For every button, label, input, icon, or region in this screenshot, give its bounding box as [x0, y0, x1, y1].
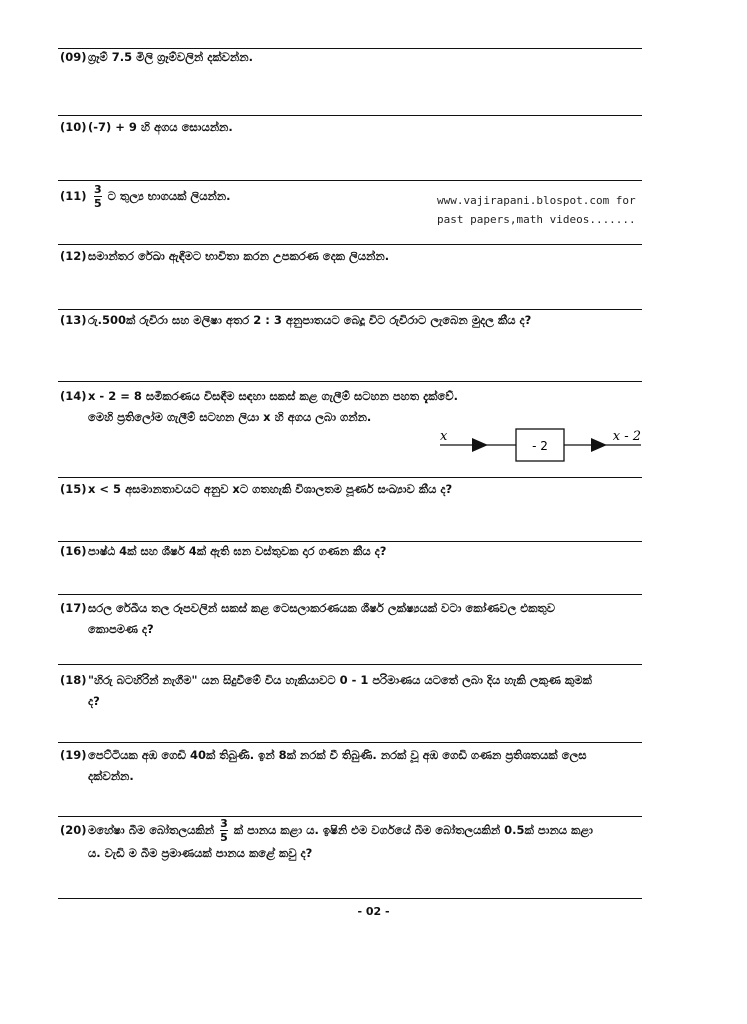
question-text: සරල රේඛීය තල රූපවලින් සකස් කළ ටෙසලාකරණයක ශීර්ෂ ලක්ෂ්‍යයක් වටා කෝණවල එකතුව	[88, 601, 556, 615]
question-text: පාෂ්ඨ 4ක් සහ ශීර්ෂ 4ක් ඇති ඝන වස්තුවක දාර ගණන කීය ද?	[88, 544, 387, 558]
question-text: ට තුල්‍ය භාගයක් ලියන්න.	[107, 189, 231, 203]
answer-line	[58, 180, 642, 181]
diagram-input-label: x	[440, 429, 448, 444]
question-text: (-7) + 9 හි අගය සොයන්න.	[88, 120, 233, 134]
question-number: (20)	[60, 823, 87, 837]
question-text-continued: දක්වන්න.	[88, 769, 134, 783]
question-number: (10)	[60, 120, 87, 134]
answer-line	[58, 742, 642, 743]
question-10	[60, 117, 647, 138]
question-number: (13)	[60, 313, 87, 327]
question-text: ග්‍රෑම් 7.5 මිලි ග්‍රෑම්වලින් දක්වන්න.	[88, 50, 253, 64]
page-number: - 02 -	[357, 905, 390, 918]
answer-line	[58, 816, 642, 817]
question-number: (12)	[60, 249, 87, 263]
question-text-continued: කොපමණ ද?	[88, 622, 154, 636]
answer-line	[58, 594, 642, 595]
watermark-line-1: www.vajirapani.blospot.com for	[437, 194, 636, 207]
question-text-start: මහේෂා බීම බෝතලයකින්	[88, 823, 215, 837]
question-13	[60, 310, 647, 331]
fraction	[94, 184, 102, 209]
answer-line	[58, 381, 642, 382]
website-watermark	[437, 191, 636, 229]
diagram-operation: - 2	[532, 439, 548, 453]
question-number: (11)	[60, 189, 87, 203]
answer-line	[58, 898, 642, 899]
question-number: (17)	[60, 601, 87, 615]
fraction-numerator: 3	[220, 817, 228, 830]
watermark-line-2: past papers,math videos.......	[437, 213, 636, 226]
fraction	[220, 818, 228, 843]
question-text: රු.500ක් රුවිරා සහ මලිෂා අතර 2 : 3 අනුපාතයට බෙදූ විට රුවිරාට ලැබෙන මුදල කීය ද?	[88, 313, 532, 327]
question-16	[60, 541, 647, 562]
fraction-denominator: 5	[94, 197, 102, 210]
question-17	[60, 598, 647, 640]
question-number: (19)	[60, 748, 87, 762]
question-15	[60, 479, 647, 500]
flow-diagram	[438, 428, 643, 464]
question-text-continued: ය. වැඩි ම බීම ප්‍රමාණයක් පානය කළේ කවු ද?	[88, 846, 313, 860]
question-text: සමාන්තර රේඛා ඇඳීමට භාවිතා කරන උපකරණ දෙක ලියන්න.	[88, 249, 390, 263]
question-number: (18)	[60, 673, 87, 687]
question-text-continued: මෙහි ප්‍රතිලෝම ගැලීම් සටහන ලියා x හි අගය ලබා ගන්න.	[88, 410, 372, 424]
question-text-continued: ද?	[88, 694, 100, 708]
question-19	[60, 745, 647, 787]
answer-line	[58, 664, 642, 665]
question-text: පෙට්ටියක අඹ ගෙඩි 40ක් තිබුණි. ඉන් 8ක් නරක් වී තිබුණි. නරක් වූ අඹ ගෙඩි ගණන ප්‍රතිශතයක් ලෙස	[88, 748, 587, 762]
question-14	[60, 386, 647, 428]
arrow-right-icon	[472, 438, 488, 452]
question-number: (14)	[60, 389, 87, 403]
question-text: "හිරු බටහිරින් නැගීම" යන සිදුවීමේ විය හැකියාවට 0 - 1 පරිමාණය යටතේ ලබා දිය හැකි ලකුණ කුමක්	[88, 673, 592, 687]
question-18	[60, 670, 647, 712]
fraction-denominator: 5	[220, 831, 228, 844]
answer-line	[58, 115, 642, 116]
question-text: ක් පානය කළා ය. ඉෂිනි එම වර්ගයේ බීම බෝතලයකින් 0.5ක් පානය කළා	[233, 823, 593, 837]
fraction-numerator: 3	[94, 183, 102, 196]
answer-line	[58, 244, 642, 245]
arrow-right-icon	[591, 438, 607, 452]
question-number: (16)	[60, 544, 87, 558]
question-20	[60, 818, 647, 864]
question-number: (09)	[60, 50, 87, 64]
question-text: x < 5 අසමානතාවයට අනුව xට ගතහැකි විශාලතම පූර්ණ සංඛ්‍යාව කීය ද?	[88, 482, 453, 496]
question-09	[60, 47, 647, 68]
question-text: x - 2 = 8 සමීකරණය විසඳීම සඳහා සකස් කළ ගැලීම් සටහන පහත දැක්වේ.	[88, 389, 458, 403]
question-number: (15)	[60, 482, 87, 496]
diagram-output-label: x - 2	[612, 429, 641, 444]
question-12	[60, 246, 647, 267]
answer-line	[58, 477, 642, 478]
